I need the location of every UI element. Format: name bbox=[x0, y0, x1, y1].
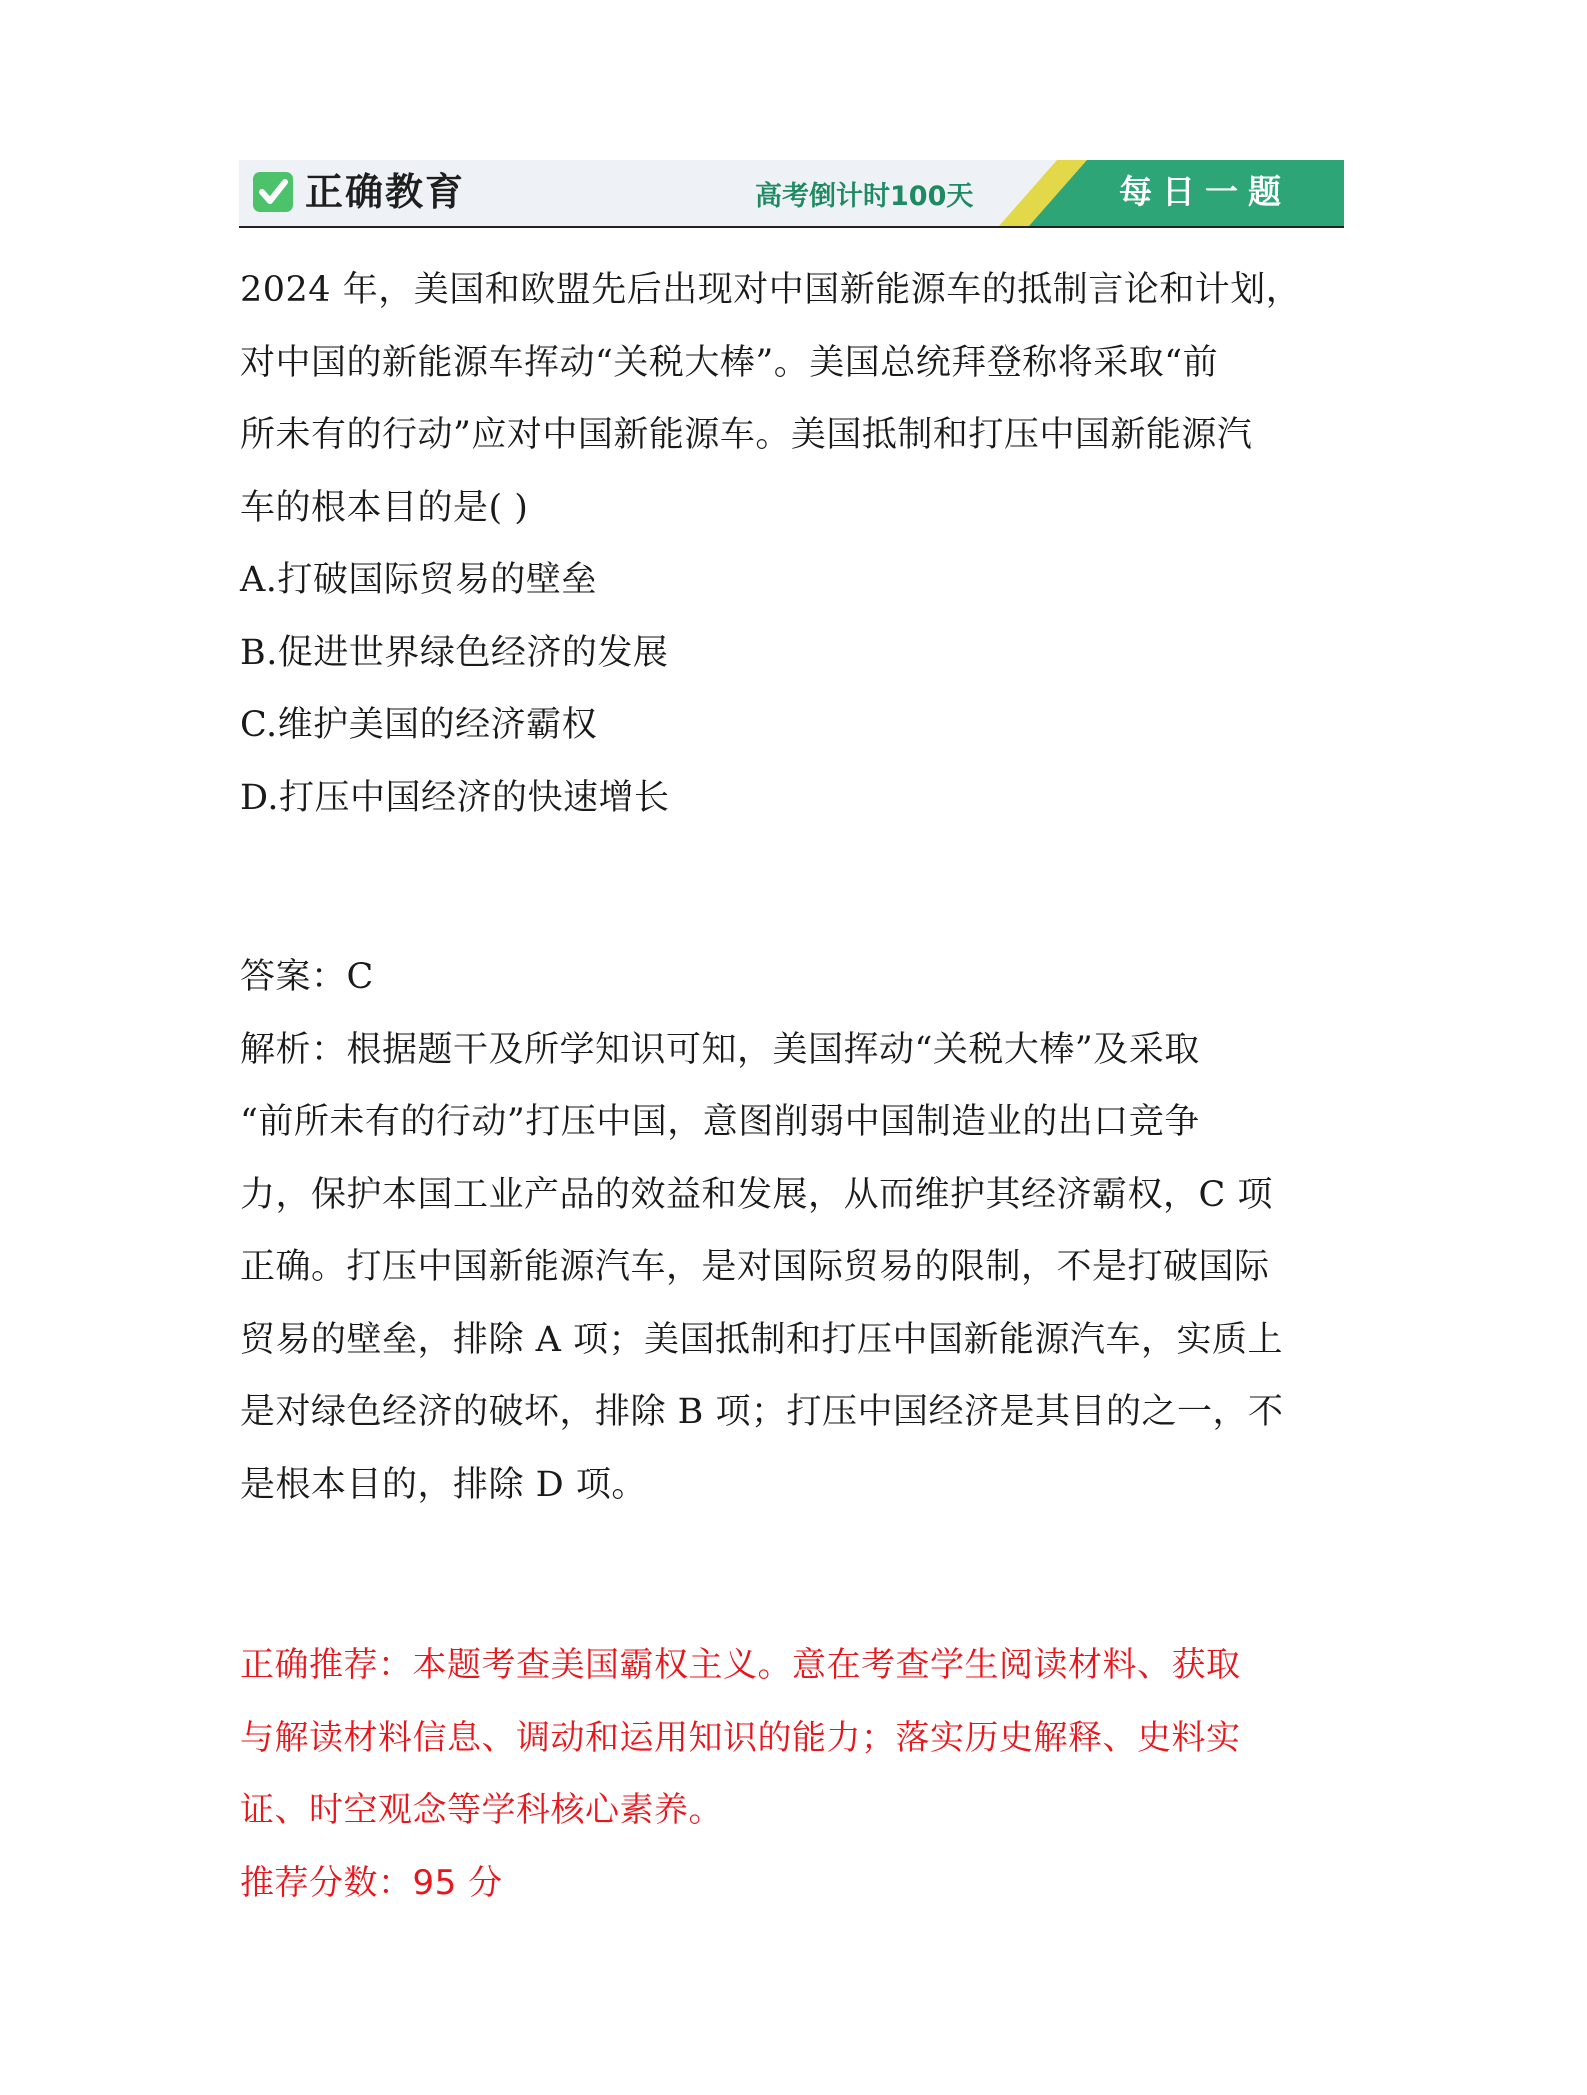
checkmark-icon bbox=[253, 172, 293, 212]
answer-label: 答案：C bbox=[240, 957, 374, 997]
recommendation-score: 推荐分数：95 分 bbox=[240, 1862, 503, 1903]
stem-line: 2024 年，美国和欧盟先后出现对中国新能源车的抵制言论和计划， bbox=[240, 270, 1302, 310]
analysis-line: “前所未有的行动”打压中国，意图削弱中国制造业的出口竞争 bbox=[240, 1102, 1200, 1142]
document-body bbox=[240, 254, 1340, 1919]
analysis-line: 贸易的壁垒，排除 A 项；美国抵制和打压中国新能源汽车，实质上 bbox=[240, 1319, 1284, 1360]
analysis-line: 是根本目的，排除 D 项。 bbox=[240, 1464, 647, 1505]
daily-question-label: 每日一题 bbox=[1119, 172, 1291, 211]
option-a: A.打破国际贸易的壁垒 bbox=[240, 560, 597, 600]
brand-name: 正确教育 bbox=[305, 170, 466, 214]
stem-line: 所未有的行动”应对中国新能源车。美国抵制和打压中国新能源汽 bbox=[240, 415, 1253, 455]
option-b: B.促进世界绿色经济的发展 bbox=[240, 632, 669, 673]
analysis-line: 力，保护本国工业产品的效益和发展，从而维护其经济霸权，C 项 bbox=[240, 1174, 1273, 1215]
question-stem bbox=[240, 254, 1340, 544]
options-list bbox=[240, 544, 1340, 834]
option-c: C.维护美国的经济霸权 bbox=[240, 705, 598, 745]
stem-line: 对中国的新能源车挥动“关税大棒”。美国总统拜登称将采取“前 bbox=[240, 342, 1219, 383]
analysis-line: 正确。打压中国新能源汽车，是对国际贸易的限制，不是打破国际 bbox=[240, 1247, 1270, 1287]
analysis bbox=[240, 1014, 1340, 1522]
option-d: D.打压中国经济的快速增长 bbox=[240, 777, 670, 818]
recommendation-line: 与解读材料信息、调动和运用知识的能力；落实历史解释、史料实 bbox=[240, 1717, 1241, 1758]
header-banner bbox=[239, 160, 1344, 228]
recommendation-line: 正确推荐：本题考查美国霸权主义。意在考查学生阅读材料、获取 bbox=[240, 1645, 1241, 1685]
recommendation bbox=[240, 1629, 1340, 1919]
countdown-label: 高考倒计时100天 bbox=[755, 181, 974, 212]
analysis-line: 解析：根据题干及所学知识可知，美国挥动“关税大棒”及采取 bbox=[240, 1029, 1200, 1070]
recommendation-line: 证、时空观念等学科核心素养。 bbox=[240, 1790, 723, 1830]
stem-line: 车的根本目的是( ) bbox=[240, 487, 529, 528]
analysis-line: 是对绿色经济的破坏，排除 B 项；打压中国经济是其目的之一，不 bbox=[240, 1392, 1284, 1432]
